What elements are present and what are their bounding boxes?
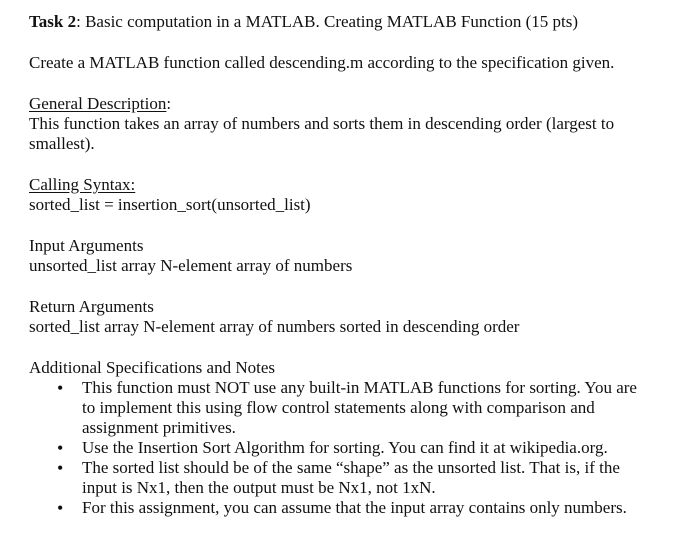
list-item [29,458,676,498]
task-title [29,12,676,32]
bullet-line: • This function must NOT use any built-in MATLAB functions for sorting. You are [82,378,637,397]
specs-bullet-list [29,378,676,518]
calling-syntax-heading: Calling Syntax: [29,175,136,194]
general-description-colon: : [166,94,172,113]
general-description-section [29,94,676,154]
additional-specs-section [29,358,676,518]
return-arguments-text: sorted_list array N-element array of numbers sorted in descending order [29,317,520,336]
return-arguments-heading: Return Arguments [29,297,154,316]
intro-text: Create a MATLAB function called descending.m according to the specification given. [29,53,615,72]
additional-specs-heading: Additional Specifications and Notes [29,358,275,377]
list-item [29,438,676,458]
bullet-line: input is Nx1, then the output must be Nx1, not 1xN. [82,478,436,497]
general-description-heading: General Description [29,94,167,113]
calling-syntax-section [29,175,676,215]
return-arguments-section [29,297,676,337]
bullet-line: • For this assignment, you can assume that the input array contains only numbers. [82,498,627,517]
bullet-line: assignment primitives. [82,418,236,437]
calling-syntax-text: sorted_list = insertion_sort(unsorted_list) [29,195,311,214]
task-title-rest: : Basic computation in a MATLAB. Creating MATLAB Function (15 pts) [76,12,579,31]
input-arguments-section [29,236,676,276]
list-item [29,498,676,518]
general-description-text-line1: This function takes an array of numbers and sorts them in descending order (largest to [29,114,615,133]
list-item [29,378,676,438]
general-description-text-line2: smallest). [29,134,95,153]
bullet-line: to implement this using flow control statements along with comparison and [82,398,595,417]
bullet-line: • Use the Insertion Sort Algorithm for sorting. You can find it at wikipedia.org. [82,438,608,457]
input-arguments-heading: Input Arguments [29,236,144,255]
bullet-line: • The sorted list should be of the same “shape” as the unsorted list. That is, if the [82,458,620,477]
input-arguments-text: unsorted_list array N-element array of numbers [29,256,353,275]
task-label: Task 2 [29,12,77,31]
